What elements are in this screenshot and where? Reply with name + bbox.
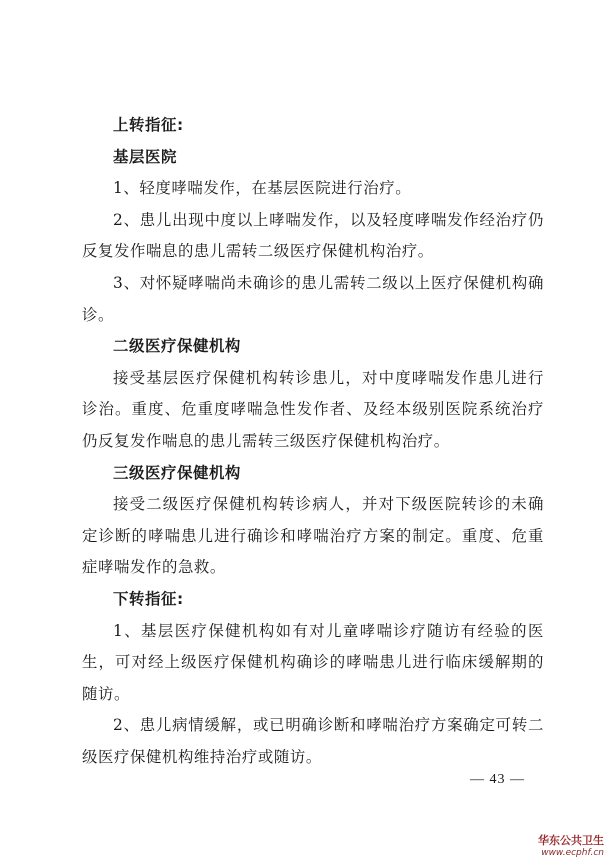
basic-item-2: 2、患儿出现中度以上哮喘发作，以及轻度哮喘发作经治疗仍反复发作喘息的患儿需转二级医疗保健机构治疗。 <box>82 210 544 261</box>
tertiary-institution-heading: 三级医疗保健机构 <box>113 463 241 482</box>
watermark-url: www.ecphf.cn <box>541 848 604 858</box>
page-content <box>82 110 544 773</box>
page-number: — 43 — <box>470 772 525 787</box>
downward-item-2: 2、患儿病情缓解，或已明确诊断和哮喘治疗方案确定可转二级医疗保健机构维持治疗或随访。 <box>82 716 544 766</box>
watermark-name: 华东公共卫生 <box>538 834 604 847</box>
upward-referral-heading: 上转指征: <box>113 116 184 134</box>
basic-item-3: 3、对怀疑哮喘尚未确诊的患儿需转二级以上医疗保健机构确诊。 <box>82 273 544 324</box>
basic-item-1: 1、轻度哮喘发作，在基层医院进行治疗。 <box>113 179 412 198</box>
secondary-institution-text: 接受基层医疗保健机构转诊患儿，对中度哮喘发作患儿进行诊治。重度、危重度哮喘急性发作者、及经本级别医院系统治疗仍反复发作喘息的患儿需转三级医疗保健机构治疗。 <box>82 368 544 450</box>
downward-item-1: 1、基层医疗保健机构如有对儿童哮喘诊疗随访有经验的医生，可对经上级医疗保健机构确诊的哮喘患儿进行临床缓解期的随访。 <box>82 621 544 703</box>
downward-referral-heading: 下转指征: <box>113 589 184 608</box>
watermark-logo <box>538 834 604 859</box>
basic-hospital-heading: 基层医院 <box>113 147 177 166</box>
secondary-institution-heading: 二级医疗保健机构 <box>113 337 241 356</box>
tertiary-institution-text: 接受二级医疗保健机构转诊病人，并对下级医院转诊的未确定诊断的哮喘患儿进行确诊和哮喘治疗方案的制定。重度、危重症哮喘发作的急救。 <box>82 495 544 577</box>
